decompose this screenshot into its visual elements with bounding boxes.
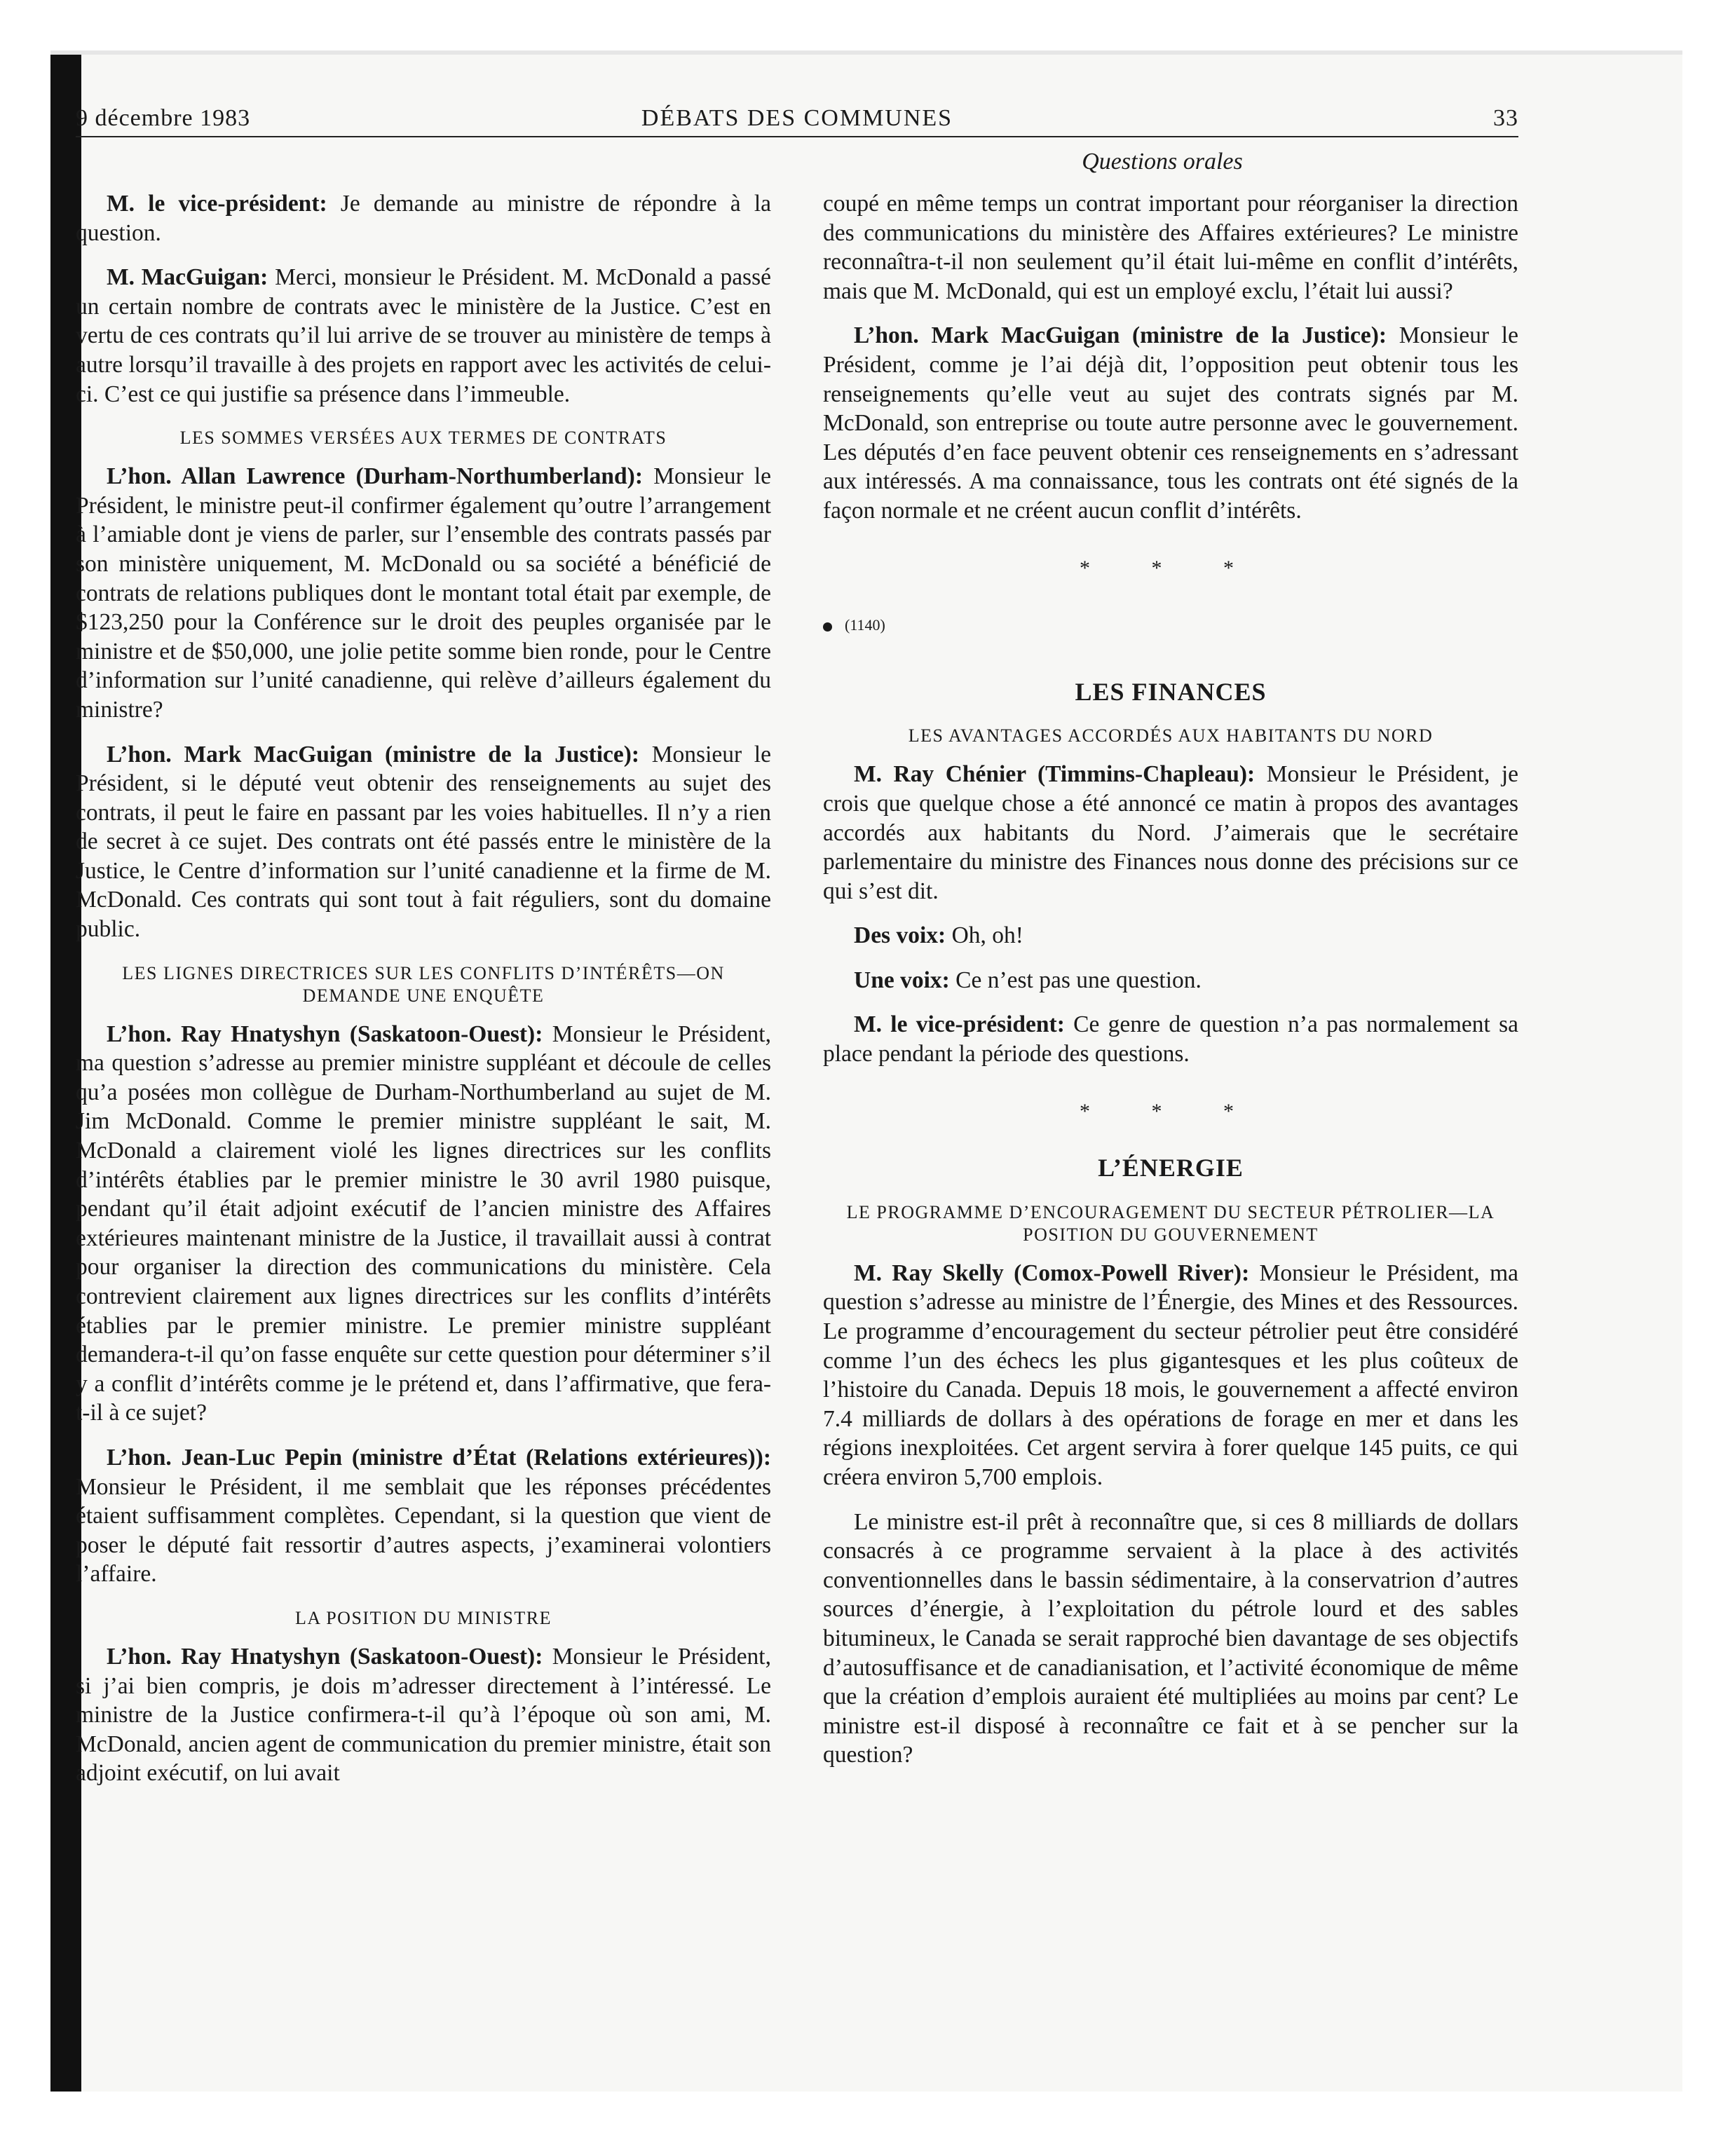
paragraph (823, 1259, 1518, 1492)
paragraph (823, 321, 1518, 525)
paragraph-text: coupé en même temps un contrat important pour réorganiser la direction des communications du ministère des Affaires extérieures? Le ministre reconnaîtra-t-il non seulement qu’il était lui-même en conflit d’intérêts, mais que M. McDonald, qui est un employé exclu, l’était lui aussi? (823, 191, 1518, 304)
speaker-name: M. Ray Chénier (Timmins-Chapleau): (854, 761, 1256, 788)
paragraph (76, 462, 771, 724)
header-date: 9 décembre 1983 (76, 105, 251, 131)
paragraph (823, 189, 1518, 306)
subheading: LES LIGNES DIRECTRICES SUR LES CONFLITS D’INTÉRÊTS—ON DEMANDE UNE ENQUÊTE (122, 962, 725, 1006)
paragraph (76, 189, 771, 247)
paragraph-text: Ce n’est pas une question. (949, 967, 1202, 993)
subheading: LES AVANTAGES ACCORDÉS AUX HABITANTS DU NORD (908, 725, 1434, 746)
section-label: Questions orales (1082, 149, 1243, 175)
subheading: LES SOMMES VERSÉES AUX TERMES DE CONTRATS (179, 428, 667, 449)
speaker-name: L’hon. Ray Hnatyshyn (Saskatoon-Ouest): (107, 1021, 543, 1047)
speaker-name: M. le vice-président: (107, 191, 327, 217)
bullet-icon (823, 622, 832, 632)
speaker-name: L’hon. Ray Hnatyshyn (Saskatoon-Ouest): (107, 1643, 543, 1670)
speaker-name: M. Ray Skelly (Comox-Powell River): (854, 1260, 1250, 1286)
paragraph-text: Monsieur le Président, il me semblait que les réponses précédentes étaient suffisamment complètes. Cependant, si la question que vient de poser le député fait ressortir d’autres aspects, j’examinerai volontiers l’affaire. (76, 1473, 771, 1588)
header-title: DÉBATS DES COMMUNES (641, 105, 953, 131)
speaker-name: M. MacGuigan: (107, 264, 268, 291)
paragraph (823, 921, 1518, 950)
section-heading: L’ÉNERGIE (1098, 1154, 1244, 1182)
paragraph-text: Je demande au ministre de répondre à la question. (76, 191, 771, 246)
paragraph (823, 1508, 1518, 1770)
time-marker-text: (1140) (845, 616, 885, 634)
speaker-name: Des voix: (854, 922, 946, 949)
paragraph (76, 1443, 771, 1589)
paragraph (823, 966, 1518, 995)
speaker-name: Une voix: (854, 967, 950, 993)
right-column (823, 189, 1518, 1785)
speaker-name: L’hon. Allan Lawrence (Durham-Northumberland): (107, 463, 643, 490)
paragraph-text: Monsieur le Président, je crois que quelque chose a été annoncé ce matin à propos des avantages accordés aux habitants du Nord. J’aimerais que le secrétaire parlementaire du ministre des Finances nous donne des précisions sur ce qui s’est dit. (823, 761, 1519, 904)
section-heading: LES FINANCES (1075, 677, 1267, 706)
section-separator: * * * (1080, 556, 1262, 580)
paragraph (823, 1010, 1518, 1068)
paragraph (76, 1020, 771, 1428)
speaker-name: L’hon. Jean-Luc Pepin (ministre d’État (Relations extérieures)): (107, 1444, 771, 1471)
subheading: LA POSITION DU MINISTRE (295, 1607, 552, 1628)
section-separator: * * * (1080, 1099, 1262, 1123)
paragraph-text: Oh, oh! (946, 922, 1023, 949)
left-column (76, 189, 771, 1803)
page-number: 33 (1493, 105, 1518, 131)
paragraph-text: Monsieur le Président, si j’ai bien compris, je dois m’adresser directement à l’intéressé. Le ministre de la Justice confirmera-t-il qu’à l’époque où son ami, M. McDonald, ancien agent de communication du premier ministre, était son adjoint exécutif, on lui avait (76, 1643, 771, 1787)
subheading: LE PROGRAMME D’ENCOURAGEMENT DU SECTEUR PÉTROLIER—LA POSITION DU GOUVERNEMENT (846, 1201, 1495, 1245)
speaker-name: M. le vice-président: (854, 1011, 1065, 1038)
time-marker (823, 610, 1518, 640)
paragraph-text: Monsieur le Président, ma question s’adresse au premier ministre suppléant et découle de celles qu’a posées mon collègue de Durham-Northumberland au sujet de M. Jim McDonald. Comme le premier ministre suppléant le sait, M. McDonald a clairement violé les lignes directrices sur les conflits d’intérêts établies par le premier ministre le 30 avril 1980 puisque, pendant qu’il était adjoint exécutif de l’ancien ministre des Affaires extérieures maintenant ministre de la Justice, il travaillait aussi à contrat pour organiser la direction des communications du ministère. Cela contrevient clairement aux lignes directrices sur les conflits d’intérêts établies par le premier ministre. Le premier ministre suppléant demandera-t-il qu’on fasse enquête sur cette question pour déterminer s’il y a conflit d’intérêts comme je le prétend et, dans l’affirmative, que fera-t-il à ce sujet? (76, 1021, 771, 1426)
paragraph-text: Monsieur le Président, le ministre peut-il confirmer également qu’outre l’arrangement à l’amiable dont je viens de parler, sur l’ensemble des contrats passés par son ministère uniquement, M. McDonald ou sa société a bénéficié de contrats de relations publiques dont le montant total était par exemple, de $123,250 pour la Conférence sur le droit des peuples organisée par le ministre et de $50,000, une jolie petite somme bien ronde, pour le Centre d’information sur l’unité canadienne, qui relève d’ailleurs également du ministre? (76, 463, 771, 723)
paragraph-text: Monsieur le Président, ma question s’adresse au ministre de l’Énergie, des Mines et des Ressources. Le programme d’encouragement du secteur pétrolier peut être considéré comme l’un des échecs les plus gigantesques et les plus coûteux de l’histoire du Canada. Depuis 18 mois, le gouvernement a affecté environ 7.4 milliards de dollars à des opérations de forage en mer et dans les régions inexploitées. Cet argent servira à forer quelque 145 puits, ce qui créera environ 5,700 emplois. (823, 1260, 1518, 1490)
speaker-name: L’hon. Mark MacGuigan (ministre de la Justice): (854, 322, 1387, 349)
paragraph-text: Ce genre de question n’a pas normalement sa place pendant la période des questions. (823, 1011, 1518, 1067)
paragraph (823, 760, 1518, 906)
paragraph (76, 740, 771, 944)
paragraph-text: Monsieur le Président, si le député veut obtenir des renseignements au sujet des contrats, il peut le faire en passant par les voies habituelles. Il n’y a rien de secret à ce sujet. Des contrats ont été passés entre le ministère de la Justice, le Centre d’information sur l’unité canadienne et la firme de M. McDonald. Ces contrats qui sont tout à fait réguliers, sont du domaine public. (76, 741, 771, 943)
paragraph (76, 1642, 771, 1788)
paragraph-text: Merci, monsieur le Président. M. McDonald a passé un certain nombre de contrats avec le ministère de la Justice. C’est en vertu de ces contrats qu’il lui arrive de se trouver au ministère de temps à autre lorsqu’il travaille à des projets en rapport avec les activités de celui-ci. C’est ce qui justifie sa présence dans l’immeuble. (76, 264, 772, 407)
page-header (76, 94, 1518, 137)
paragraph-text: Le ministre est-il prêt à reconnaître que, si ces 8 milliards de dollars consacrés à ce programme servaient à la place à des activités conventionnelles dans le bassin sédimentaire, à la conservatrion d’autres sources d’énergie, à l’exploitation du pétrole lourd et des sables bitumineux, le Canada se serait rapproché bien davantage de ses objectifs d’autosuffisance et de canadianisation, et l’activité économique de même que la création d’emplois auraient été multipliées au moins par cent? Le ministre est-il disposé à reconnaître ce fait et à se pencher sur la question? (823, 1508, 1518, 1768)
paragraph-text: Monsieur le Président, comme je l’ai déjà dit, l’opposition peut obtenir tous les renseignements qu’elle veut au sujet des contrats signés par M. McDonald, son entreprise ou toute autre personne avec le gouvernement. Les députés d’en face peuvent obtenir ces renseignements en s’adressant aux intéressés. A ma connaissance, tous les contrats ont été signés de la façon normale et ne créent aucun conflit d’intérêts. (823, 322, 1518, 524)
paragraph (76, 263, 771, 409)
speaker-name: L’hon. Mark MacGuigan (ministre de la Justice): (107, 741, 640, 767)
